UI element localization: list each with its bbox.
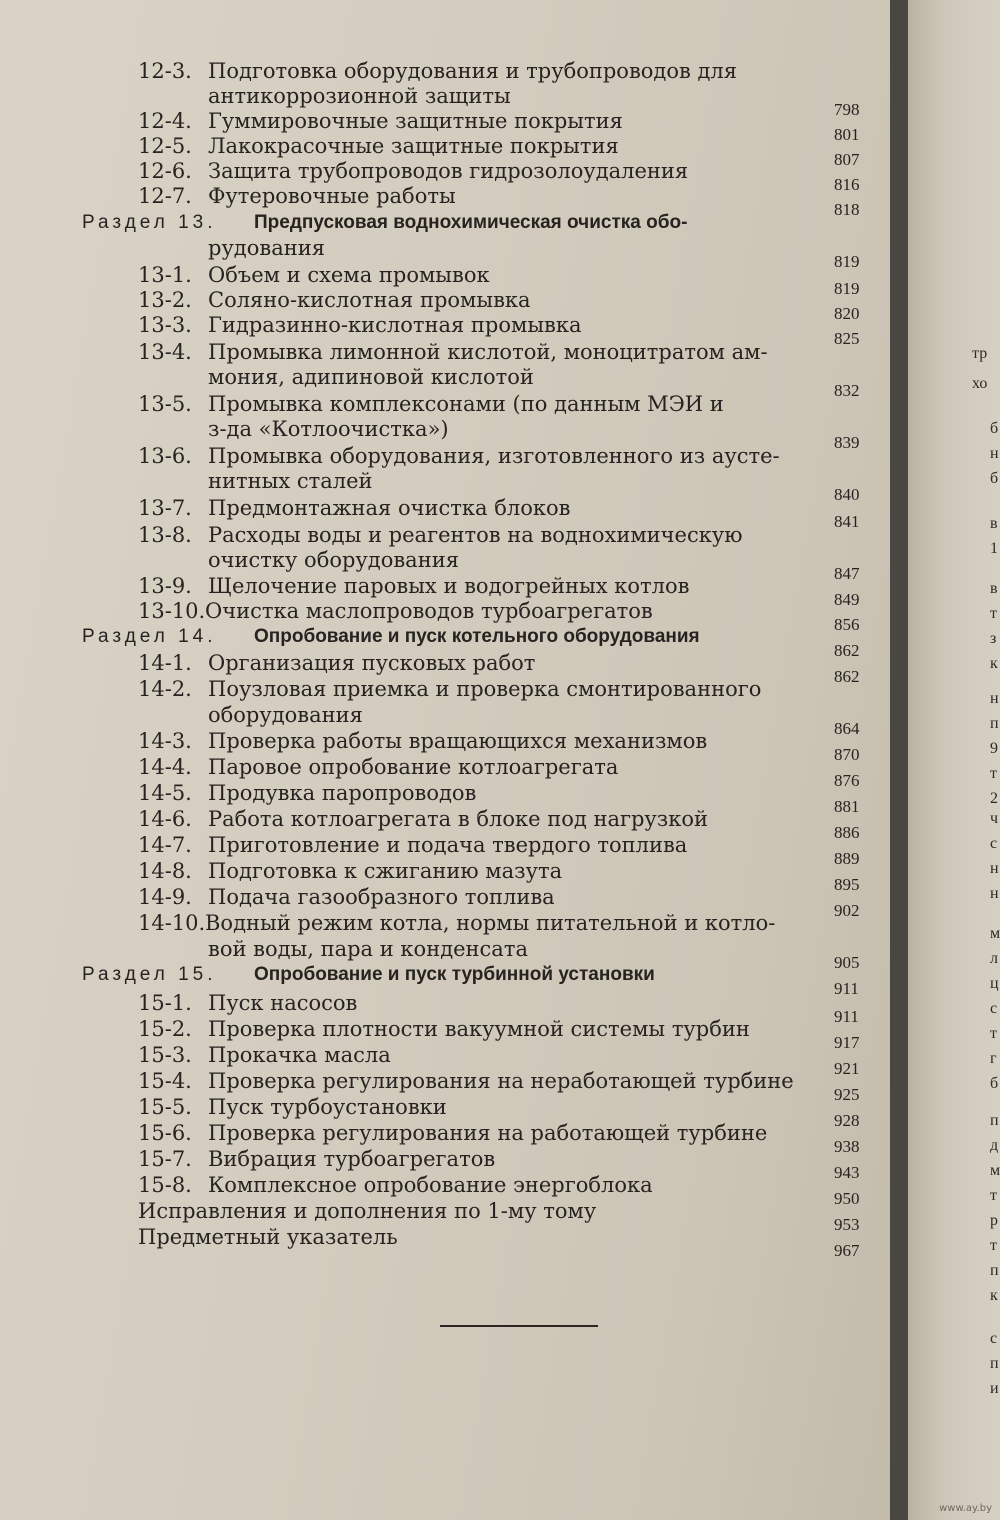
toc-entry-title: з-да «Котлоочистка») <box>208 417 449 441</box>
toc-entry-title: Комплексное опробование энергоблока <box>208 1173 653 1197</box>
toc-entry-number: 15-2. <box>138 1017 192 1041</box>
toc-entry-title: Вибрация турбоагрегатов <box>208 1147 496 1171</box>
toc-entry-title: Исправления и дополнения по 1-му тому <box>138 1199 597 1223</box>
toc-entry-title: Проверка регулирования на неработающей турбине <box>208 1069 794 1093</box>
toc-entry-page: 801 <box>834 125 860 144</box>
toc-entry <box>138 158 880 194</box>
toc-entry <box>138 547 880 583</box>
toc-entry-page: 864 <box>834 719 860 738</box>
right-page-text-fragment: хо <box>972 375 988 392</box>
toc-entry-title: Опробование и пуск турбинной установки <box>254 964 655 985</box>
toc-entry-title: Промывка лимонной кислотой, моноцитратом ам- <box>208 340 768 364</box>
book-page-right-edge <box>908 0 1000 1520</box>
toc-entry-page: 895 <box>834 875 860 894</box>
toc-entry-number: 15-5. <box>138 1095 192 1119</box>
toc-entry-page: 925 <box>834 1085 860 1104</box>
toc-entry-title: Поузловая приемка и проверка смонтированного <box>208 677 762 701</box>
toc-entry-number: 14-3. <box>138 729 192 753</box>
toc-entry-title: Промывка комплексонами (по данным МЭИ и <box>208 392 724 416</box>
right-page-text-fragment: р <box>990 1212 998 1229</box>
toc-entry-page: 820 <box>834 304 860 323</box>
right-page-text-fragment: д <box>990 1137 999 1154</box>
toc-section-heading <box>82 210 880 236</box>
toc-entry <box>138 910 880 936</box>
toc-entry-title: Предмонтажная очистка блоков <box>208 496 571 520</box>
toc-entry <box>138 702 880 738</box>
toc-entry-number: 14-1. <box>138 651 192 675</box>
toc-entry-title: Опробование и пуск котельного оборудования <box>254 626 700 647</box>
toc-entry-title: Приготовление и подача твердого топлива <box>208 833 688 857</box>
toc-entry-page: 911 <box>834 979 859 998</box>
right-page-text-fragment: з <box>990 630 997 647</box>
toc-entry-title: Подготовка к сжиганию мазута <box>208 859 563 883</box>
right-page-text-fragment: н <box>990 860 999 877</box>
toc-entry-page: 849 <box>834 590 860 609</box>
toc-entry-number: 14-10. <box>138 911 206 935</box>
toc-entry-page: 953 <box>834 1215 860 1234</box>
right-page-text-fragment: т <box>990 1237 997 1254</box>
toc-entry-page: 967 <box>834 1241 860 1260</box>
toc-entry-page: 902 <box>834 901 860 920</box>
toc-entry-title: Лакокрасочные защитные покрытия <box>208 134 619 158</box>
toc-entry-page: 819 <box>834 252 860 271</box>
right-page-text-fragment: б <box>990 1075 999 1092</box>
toc-entry-number: 14-2. <box>138 677 192 701</box>
toc-entry-title: Пуск турбоустановки <box>208 1095 447 1119</box>
toc-entry-title: Защита трубопроводов гидрозолоудаления <box>208 159 689 183</box>
toc-entry-number: 13-7. <box>138 496 192 520</box>
toc-entry-number: 15-7. <box>138 1147 192 1171</box>
toc-entry <box>138 339 880 365</box>
toc-entry-page: 807 <box>834 150 860 169</box>
toc-entry-page: 876 <box>834 771 860 790</box>
toc-entry <box>138 495 880 531</box>
toc-entry <box>138 1198 880 1234</box>
right-page-text-fragment: в <box>990 580 998 597</box>
toc-entry-number: 12-4. <box>138 109 192 133</box>
toc-entry <box>138 58 880 84</box>
watermark: www.ay.by <box>939 1503 992 1514</box>
right-page-text-fragment: м <box>990 1162 1000 1179</box>
toc-entry-title: Прокачка масла <box>208 1043 391 1067</box>
right-page-text-fragment: в <box>990 515 998 532</box>
right-page-text-fragment: 1 <box>990 540 998 557</box>
toc-entry <box>138 1094 880 1130</box>
toc-entry-page: 870 <box>834 745 860 764</box>
toc-entry-number: 14-8. <box>138 859 192 883</box>
toc-entry-title: Пуск насосов <box>208 991 358 1015</box>
toc-entry-title: Паровое опробование котлоагрегата <box>208 755 619 779</box>
toc-entry-title: Очистка маслопроводов турбоагрегатов <box>205 599 653 623</box>
toc-entry <box>138 728 880 764</box>
right-page-text-fragment: к <box>990 655 998 672</box>
right-page-text-fragment: т <box>990 765 997 782</box>
toc-entry <box>138 990 880 1026</box>
toc-entry-title: рудования <box>208 236 325 260</box>
right-page-text-fragment: ч <box>990 810 999 827</box>
toc-entry <box>138 1016 880 1052</box>
toc-entry-number: 13-2. <box>138 288 192 312</box>
toc-entry-number: 13-1. <box>138 263 192 287</box>
toc-entry-page: 921 <box>834 1059 860 1078</box>
toc-section-heading <box>82 962 880 998</box>
right-page-text-fragment: п <box>990 1355 999 1372</box>
toc-section-heading <box>82 624 880 660</box>
right-page-text-fragment: н <box>990 445 999 462</box>
toc-entry-page: 862 <box>834 641 860 660</box>
toc-entry <box>138 522 880 548</box>
right-page-text-fragment: т <box>990 605 997 622</box>
toc-entry-number: 15-6. <box>138 1121 192 1145</box>
toc-entry-page: 798 <box>834 100 860 119</box>
toc-entry <box>138 133 880 169</box>
toc-entry-page: 839 <box>834 433 860 452</box>
right-page-text-fragment: с <box>990 1000 998 1017</box>
toc-entry-number: Раздел 13. <box>82 212 217 233</box>
toc-entry-number: 14-5. <box>138 781 192 805</box>
toc-entry-page: 841 <box>834 512 860 531</box>
toc-entry-number: 15-8. <box>138 1173 192 1197</box>
toc-entry <box>138 754 880 790</box>
toc-entry-title: Объем и схема промывок <box>208 263 490 287</box>
toc-entry-title: Водный режим котла, нормы питательной и котло- <box>205 911 776 935</box>
toc-entry-page: 818 <box>834 200 860 219</box>
toc-entry <box>138 468 880 504</box>
toc-entry-title: Организация пусковых работ <box>208 651 536 675</box>
toc-entry-page: 905 <box>834 953 860 972</box>
toc-entry-title: оборудования <box>208 703 363 727</box>
right-page-text-fragment: к <box>990 1287 998 1304</box>
toc-entry-title: Подготовка оборудования и трубопроводов для <box>208 59 738 83</box>
toc-entry <box>138 676 880 702</box>
toc-entry-number: Раздел 15. <box>82 964 217 985</box>
right-page-text-fragment: б <box>990 420 999 437</box>
toc-entry <box>138 1224 880 1260</box>
toc-entry <box>138 183 880 219</box>
toc-entry-page: 816 <box>834 175 860 194</box>
right-page-text-fragment: т <box>990 1187 997 1204</box>
toc-entry-page: 938 <box>834 1137 860 1156</box>
toc-entry-number: 12-5. <box>138 134 192 158</box>
toc-entry <box>138 108 880 144</box>
toc-entry-page: 825 <box>834 329 860 348</box>
toc-entry-number: 14-6. <box>138 807 192 831</box>
toc-entry-title: Соляно-кислотная промывка <box>208 288 531 312</box>
toc-entry-page: 862 <box>834 667 860 686</box>
right-page-text-fragment: с <box>990 835 998 852</box>
right-page-text-fragment: 9 <box>990 740 998 757</box>
toc-entry-number: 13-8. <box>138 523 192 547</box>
toc-entry <box>138 1146 880 1182</box>
toc-entry-number: 14-4. <box>138 755 192 779</box>
toc-entry-title: Проверка работы вращающихся механизмов <box>208 729 708 753</box>
toc-entry <box>138 858 880 894</box>
toc-entry-title: вой воды, пара и конденсата <box>208 937 528 961</box>
toc-entry-title: антикоррозионной защиты <box>208 84 511 108</box>
toc-entry-number: 15-1. <box>138 991 192 1015</box>
toc-entry-number: Раздел 14. <box>82 626 217 647</box>
toc-entry-page: 943 <box>834 1163 860 1182</box>
toc-entry-title: Гуммировочные защитные покрытия <box>208 109 623 133</box>
toc-entry-page: 840 <box>834 485 860 504</box>
right-page-text-fragment: ц <box>990 975 999 992</box>
toc-entry-number: 12-3. <box>138 59 192 83</box>
toc-entry <box>138 287 880 323</box>
toc-entry-page: 911 <box>834 1007 859 1026</box>
toc-entry-title: очистку оборудования <box>208 548 459 572</box>
toc-entry-number: 13-6. <box>138 444 192 468</box>
toc-entry <box>138 416 880 452</box>
right-page-text-fragment: тр <box>972 345 988 362</box>
toc-entry-title: Расходы воды и реагентов на воднохимическую <box>208 523 743 547</box>
toc-entry <box>138 83 880 119</box>
right-page-text-fragment: м <box>990 925 1000 942</box>
toc-entry <box>138 364 880 400</box>
toc-entry <box>138 650 880 686</box>
toc-entry-page: 881 <box>834 797 860 816</box>
toc-entry-title: Работа котлоагрегата в блоке под нагрузкой <box>208 807 708 831</box>
toc-entry-number: 14-9. <box>138 885 192 909</box>
toc-entry-number: 13-4. <box>138 340 192 364</box>
toc-entry <box>138 884 880 920</box>
toc-entry-title: мония, адипиновой кислотой <box>208 365 534 389</box>
toc-entry <box>138 1068 880 1104</box>
toc-entry-page: 928 <box>834 1111 860 1130</box>
toc-entry-title: Предметный указатель <box>138 1225 398 1249</box>
toc-entry-number: 15-3. <box>138 1043 192 1067</box>
right-page-text-fragment: н <box>990 690 999 707</box>
right-page-text-fragment: н <box>990 885 999 902</box>
toc-entry-title: Предпусковая воднохимическая очистка обо- <box>254 212 688 233</box>
toc-entry-title: нитных сталей <box>208 469 373 493</box>
toc-entry-number: 13-3. <box>138 313 192 337</box>
toc-entry-title: Продувка паропроводов <box>208 781 477 805</box>
toc-entry-page: 889 <box>834 849 860 868</box>
toc-entry <box>138 312 880 348</box>
toc-entry-number: 13-5. <box>138 392 192 416</box>
toc-entry-number: 12-6. <box>138 159 192 183</box>
toc-entry <box>138 1042 880 1078</box>
toc-entry <box>138 806 880 842</box>
right-page-text-fragment: с <box>990 1330 998 1347</box>
toc-entry-number: 13-10. <box>138 599 206 623</box>
right-page-text-fragment: п <box>990 715 999 732</box>
toc-entry-page: 917 <box>834 1033 860 1052</box>
right-page-text-fragment: т <box>990 1025 997 1042</box>
right-page-text-fragment: и <box>990 1380 999 1397</box>
toc-entry-title: Щелочение паровых и водогрейных котлов <box>208 574 690 598</box>
toc-entry-number: 15-4. <box>138 1069 192 1093</box>
toc-entry-page: 832 <box>834 381 860 400</box>
toc-entry-title: Промывка оборудования, изготовленного из аусте- <box>208 444 780 468</box>
toc-entry-page: 847 <box>834 564 860 583</box>
toc-entry <box>138 1120 880 1156</box>
right-page-text-fragment: г <box>990 1050 997 1067</box>
right-page-text-fragment: 2 <box>990 790 998 807</box>
toc-entry <box>138 262 880 298</box>
toc-entry-title: Проверка плотности вакуумной системы турбин <box>208 1017 750 1041</box>
toc-entry <box>138 573 880 609</box>
toc-entry-page: 819 <box>834 279 860 298</box>
toc-entry-title: Подача газообразного топлива <box>208 885 555 909</box>
toc-entry-page: 856 <box>834 615 860 634</box>
toc-entry <box>138 936 880 972</box>
toc-entry <box>138 443 880 469</box>
toc-entry-title: Проверка регулирования на работающей турбине <box>208 1121 768 1145</box>
right-page-text-fragment: л <box>990 950 998 967</box>
right-page-text-fragment: п <box>990 1112 999 1129</box>
toc-entry <box>138 391 880 417</box>
toc-entry-number: 12-7. <box>138 184 192 208</box>
toc-entry-title: Гидразинно-кислотная промывка <box>208 313 582 337</box>
right-page-text-fragment: п <box>990 1262 999 1279</box>
toc-entry <box>138 832 880 868</box>
toc-entry <box>138 598 880 634</box>
toc-entry-number: 13-9. <box>138 574 192 598</box>
toc-entry-number: 14-7. <box>138 833 192 857</box>
toc-entry <box>138 235 880 271</box>
section-end-rule <box>440 1325 598 1327</box>
right-page-text-fragment: б <box>990 470 999 487</box>
toc-entry <box>138 1172 880 1208</box>
toc-entry-page: 950 <box>834 1189 860 1208</box>
toc-entry-page: 886 <box>834 823 860 842</box>
toc-entry <box>138 780 880 816</box>
toc-entry-title: Футеровочные работы <box>208 184 456 208</box>
